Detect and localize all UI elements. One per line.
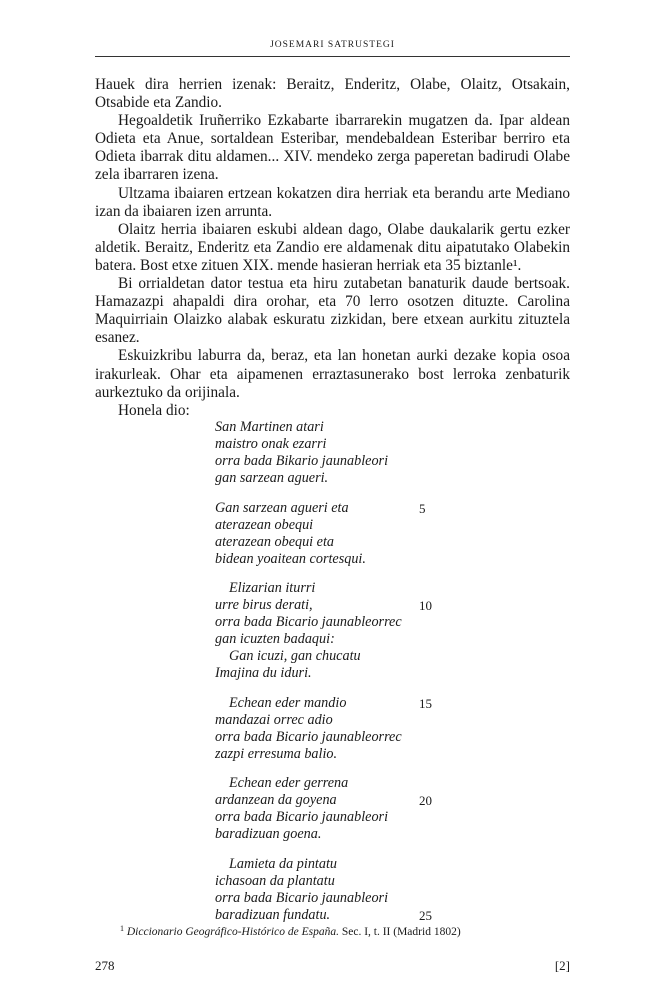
folio-bracket: [2] [554, 958, 570, 973]
line-number: 10 [419, 598, 432, 613]
poem-line: orra bada Bikario jaunableori [215, 453, 389, 469]
poem-line: Echean eder mandio [229, 694, 347, 711]
poem-line: Imajina du iduri. [215, 665, 312, 681]
poem-line: gan icuzten badaqui: [215, 631, 335, 647]
running-head: JOSEMARI SATRUSTEGI [270, 40, 395, 50]
poem-line: ardanzean da goyena [215, 792, 337, 808]
paragraph: Hegoaldetik Iruñerriko Ezkabarte ibarrarekin mugatzen da. Ipar aldean Odieta eta Anue, sortaldean Esteribar, mendebaldean Esteribar berriro eta Odieta ibarrak ditu aldamen... XIV. mendeko zerga paperetan badirudi Olabe zela ibarraren izena. [95, 112, 570, 184]
poem-stanza [215, 856, 465, 924]
poem-stanza [215, 419, 465, 487]
poem-line: bidean yoaitean cortesqui. [215, 550, 366, 567]
poem-line: baradizuan fundatu. [215, 906, 331, 923]
poem [215, 419, 465, 936]
footnote-text: Sec. I, t. II (Madrid 1802) [338, 926, 461, 938]
poem-stanza [215, 500, 465, 568]
poem-stanza [215, 580, 465, 682]
paragraph: Bi orrialdetan dator testua eta hiru zutabetan banaturik daude bertsoak. Hamazazpi ahapaldi dira orohar, eta 70 lerro osotzen dituzte. Carolina Maquirriain Olaizko alabak eskuratu zizkidan, bere etxean aurkitu zituztela esanez. [95, 275, 570, 347]
line-number: 15 [419, 695, 432, 711]
footnote-marker: 1 [120, 924, 124, 933]
paragraph: Honela dio: [118, 401, 190, 419]
poem-line: Echean eder gerrena [229, 775, 349, 791]
paragraph: Ultzama ibaiaren ertzean kokatzen dira herriak eta berandu arte Mediano izan da ibaiaren izen arrunta. [95, 184, 570, 220]
header-rule [95, 56, 570, 57]
poem-line: orra bada Bicario jaunableorrec [215, 728, 402, 745]
paragraph: Olaitz herria ibaiaren eskubi aldean dago, Olabe daukalarik gertu ezker aldetik. Beraitz, Enderitz eta Zandio ere aldamenak ditu aipatutako Olabekin batera. Bost etxe zituen XIX. mende hasieran herriak eta 35 biztanle¹. [95, 220, 570, 274]
page-number: 278 [95, 958, 115, 973]
poem-line: gan sarzean agueri. [215, 470, 329, 486]
paragraph: Hauek dira herrien izenak: Beraitz, Enderitz, Olabe, Olaitz, Otsakain, Otsabide eta Zandio. [95, 76, 570, 112]
poem-line: mandazai orrec adio [215, 711, 333, 728]
poem-line: orra bada Bicario jaunableorrec [215, 614, 402, 630]
poem-line: Elizarian iturri [229, 580, 316, 596]
poem-line: Gan icuzi, gan chucatu [229, 648, 361, 664]
poem-line: zazpi erresuma balio. [215, 745, 338, 762]
poem-line: Lamieta da pintatu [229, 855, 337, 872]
poem-line: aterazean obequi [215, 516, 314, 533]
poem-stanza [215, 775, 465, 843]
poem-line: urre birus derati, [215, 597, 313, 613]
poem-line: aterazean obequi eta [215, 533, 334, 550]
line-number: 5 [419, 500, 426, 516]
poem-stanza [215, 695, 465, 763]
line-number: 20 [419, 793, 432, 808]
line-number: 25 [419, 907, 432, 923]
poem-line: Gan sarzean agueri eta [215, 499, 349, 516]
poem-line: orra bada Bicario jaunableori [215, 889, 389, 906]
poem-line: maistro onak ezarri [215, 436, 327, 452]
footnote-title: Diccionario Geográfico-Histórico de España. [126, 926, 339, 938]
poem-line: San Martinen atari [215, 419, 324, 435]
poem-line: orra bada Bicario jaunableori [215, 809, 389, 825]
paragraph: Eskuizkribu laburra da, beraz, eta lan honetan aurki dezake kopia osoa irakurleak. Ohar eta aipamenen erraztasunerako bost lerroka zenbaturik aurkeztuko da orijinala. [95, 347, 570, 401]
poem-line: ichasoan da plantatu [215, 872, 335, 889]
footnote [120, 924, 461, 938]
poem-line: baradizuan goena. [215, 826, 322, 842]
body-text [95, 76, 570, 420]
